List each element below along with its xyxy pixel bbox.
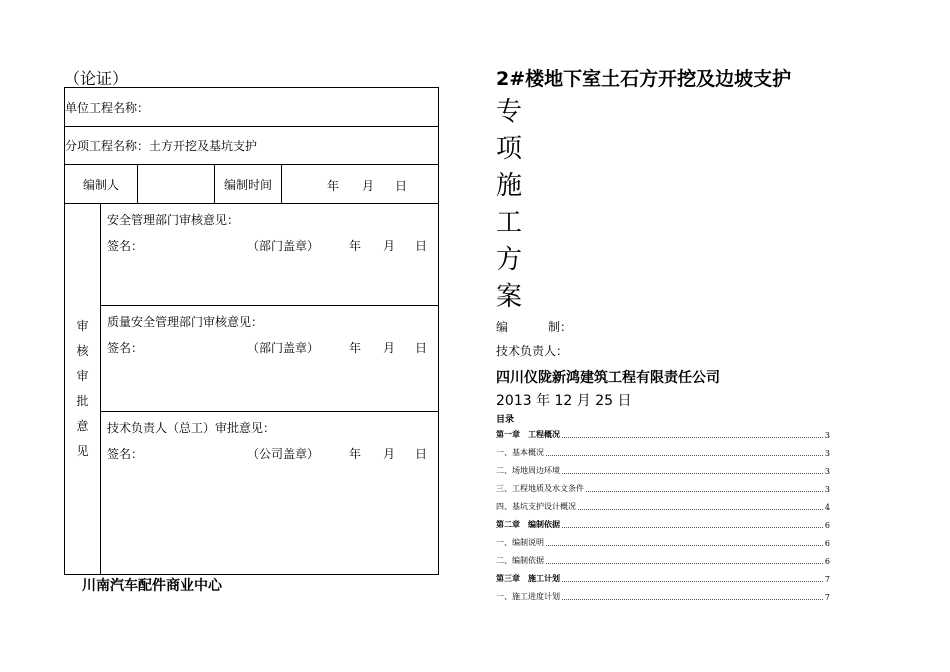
toc-entry-page: 3 [824,431,830,440]
tech-lead-field: 技术负责人： [496,344,569,358]
toc-entry-page: 6 [824,521,830,530]
toc-leader-dots [562,472,823,474]
title-char: 施 [496,171,523,201]
toc-entry-label: 四、基坑支护设计概况 [496,502,576,511]
document-date: 2013 年 12 月 25 日 [496,393,632,409]
review-char: 批 [76,394,89,408]
toc-leader-dots [562,598,823,600]
toc-entry[interactable] [496,548,830,566]
toc-entry[interactable] [496,494,830,512]
special-plan-vertical-title [496,94,522,316]
signature-label: 签名： [107,239,144,253]
toc-entry[interactable] [496,566,830,584]
title-char: 项 [496,134,523,164]
toc-entry-page: 7 [824,593,830,602]
toc-title: 目录 [496,415,515,425]
contractor-organization: 四川仪陇新鸿建筑工程有限责任公司 [496,370,720,386]
toc-entry-label: 一、基本概况 [496,448,544,457]
toc-leader-dots [546,544,823,546]
toc-leader-dots [562,526,823,528]
compiled-by-field [496,318,573,335]
sub-project-name: 分项工程名称：土方开挖及基坑支护 [65,127,439,165]
month-label: 月 [362,179,375,193]
review-approval-vertical-label [65,204,101,575]
document-title: 2#楼地下室土石方开挖及边坡支护 [496,68,792,90]
day-label: 日 [415,447,428,461]
toc-entry-page: 4 [824,503,830,512]
unit-project-name: 单位工程名称： [65,88,439,127]
toc-leader-dots [562,580,823,582]
review-char: 审 [76,319,89,333]
toc-entry-label: 二、场地周边环境 [496,466,560,475]
toc-leader-dots [546,454,823,456]
compiler-label: 编制人 [65,165,138,203]
title-char: 案 [496,282,523,312]
toc-entry-label: 三、工程地质及水文条件 [496,484,584,493]
compiled-by-label-b: 制： [548,320,573,334]
toc-entry[interactable] [496,512,830,530]
safety-dept-review [101,204,439,306]
compile-date-cell [282,165,439,204]
approval-form [64,87,439,575]
toc-entry[interactable] [496,422,830,440]
argument-note: （论证） [64,69,129,88]
toc-entry-page: 6 [824,539,830,548]
toc-entry-page: 3 [824,449,830,458]
title-char: 方 [496,245,523,275]
review-char: 见 [76,444,89,458]
table-of-contents [496,422,830,602]
chief-engineer-review [101,412,439,575]
review-char: 审 [76,369,89,383]
toc-leader-dots [562,436,823,438]
year-label: 年 [349,447,362,461]
toc-entry[interactable] [496,584,830,602]
toc-leader-dots [586,490,823,492]
toc-entry-label: 第三章 施工计划 [496,573,560,583]
review-char: 意 [76,419,89,433]
review-opinion-label: 质量安全管理部门审核意见： [107,315,264,329]
seal-label: （公司盖章） [247,447,320,461]
month-label: 月 [383,447,396,461]
toc-entry-label: 第二章 编制依据 [496,519,560,529]
year-label: 年 [327,179,340,193]
compile-time-label: 编制时间 [215,165,282,204]
month-label: 月 [383,239,396,253]
title-char: 工 [496,208,523,238]
toc-leader-dots [578,508,823,510]
toc-entry[interactable] [496,476,830,494]
compiler-value [138,165,214,203]
year-label: 年 [349,239,362,253]
toc-entry[interactable] [496,440,830,458]
toc-entry-label: 一、施工进度计划 [496,592,560,601]
day-label: 日 [415,341,428,355]
toc-entry-label: 一、编制说明 [496,538,544,547]
toc-entry[interactable] [496,458,830,476]
toc-entry-label: 二、编制依据 [496,556,544,565]
year-label: 年 [349,341,362,355]
toc-entry-page: 7 [824,575,830,584]
seal-label: （部门盖章） [247,341,320,355]
toc-entry-page: 6 [824,557,830,566]
toc-entry[interactable] [496,530,830,548]
review-opinion-label: 安全管理部门审核意见： [107,213,240,227]
signature-label: 签名： [107,447,144,461]
day-label: 日 [395,179,408,193]
compiler-cell [65,165,215,204]
toc-leader-dots [546,562,823,564]
seal-label: （部门盖章） [247,239,320,253]
signature-label: 签名： [107,341,144,355]
review-opinion-label: 技术负责人（总工）审批意见： [107,421,276,435]
toc-entry-label: 第一章 工程概况 [496,429,560,439]
toc-entry-page: 3 [824,467,830,476]
title-char: 专 [496,97,523,127]
day-label: 日 [415,239,428,253]
toc-entry-page: 3 [824,485,830,494]
client-company: 川南汽车配件商业中心 [82,578,222,594]
compiled-by-label-a: 编 [496,320,509,334]
review-char: 核 [76,344,89,358]
month-label: 月 [383,341,396,355]
quality-dept-review [101,306,439,412]
